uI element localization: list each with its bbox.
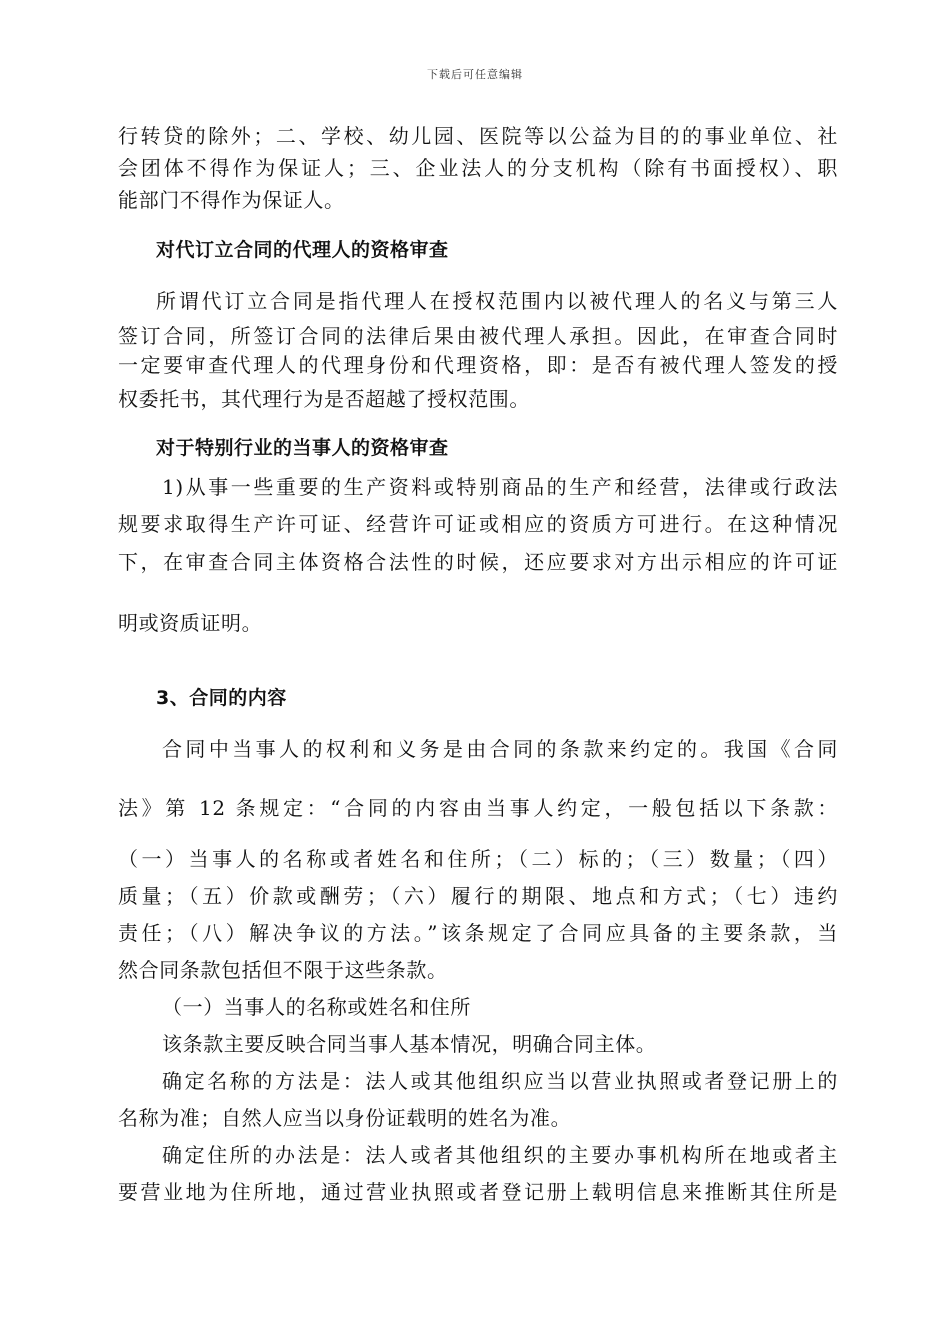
paragraph-line: 下，在审查合同主体资格合法性的时候，还应要求对方出示相应的许可证 [118, 550, 838, 574]
paragraph-line: 然合同条款包括但不限于这些条款。 [118, 958, 448, 982]
paragraph-line: 能部门不得作为保证人。 [118, 188, 345, 212]
paragraph-line: 1)从事一些重要的生产资料或特别商品的生产和经营，法律或行政法 [162, 475, 838, 499]
paragraph-line: 责任；（八）解决争议的方法。”该条规定了合同应具备的主要条款，当 [118, 921, 838, 945]
paragraph-line: 明或资质证明。 [118, 611, 263, 635]
paragraph-line: 行转贷的除外；二、学校、幼儿园、医院等以公益为目的的事业单位、社 [118, 124, 838, 148]
paragraph-line: 该条款主要反映合同当事人基本情况，明确合同主体。 [162, 1032, 657, 1056]
paragraph-line: 一定要审查代理人的代理身份和代理资格，即：是否有被代理人签发的授 [118, 353, 838, 377]
paragraph-line: 合同中当事人的权利和义务是由合同的条款来约定的。我国《合同 [162, 737, 838, 761]
paragraph-line: （一）当事人的名称或者姓名和住所；（二）标的；（三）数量；（四） [118, 847, 838, 871]
paragraph-line: 确定住所的办法是：法人或者其他组织的主要办事机构所在地或者主 [162, 1143, 838, 1167]
paragraph-line: 名称为准；自然人应当以身份证载明的姓名为准。 [118, 1106, 572, 1130]
paragraph-line: 规要求取得生产许可证、经营许可证或相应的资质方可进行。在这种情况 [118, 512, 838, 536]
paragraph-line: 确定名称的方法是：法人或其他组织应当以营业执照或者登记册上的 [162, 1069, 838, 1093]
subsection-title: （一）当事人的名称或姓名和住所 [162, 995, 471, 1019]
paragraph-line: 权委托书，其代理行为是否超越了授权范围。 [118, 387, 530, 411]
section-heading-contract-content: 3、合同的内容 [156, 687, 287, 709]
paragraph-line: 法》第 12 条规定：“合同的内容由当事人约定，一般包括以下条款： [118, 796, 838, 820]
paragraph-line: 质量；（五）价款或酬劳；（六）履行的期限、地点和方式；（七）违约 [118, 884, 838, 908]
paragraph-line: 要营业地为住所地，通过营业执照或者登记册上载明信息来推断其住所是 [118, 1180, 838, 1204]
section-heading-agent-qualification: 对代订立合同的代理人的资格审查 [156, 239, 449, 261]
page-header-note: 下载后可任意编辑 [427, 68, 523, 81]
paragraph-line: 所谓代订立合同是指代理人在授权范围内以被代理人的名义与第三人 [156, 289, 838, 313]
paragraph-line: 签订合同，所签订合同的法律后果由被代理人承担。因此，在审查合同时 [118, 324, 838, 348]
paragraph-line: 会团体不得作为保证人；三、企业法人的分支机构（除有书面授权）、职 [118, 156, 838, 180]
section-heading-special-industry: 对于特别行业的当事人的资格审查 [156, 437, 449, 459]
